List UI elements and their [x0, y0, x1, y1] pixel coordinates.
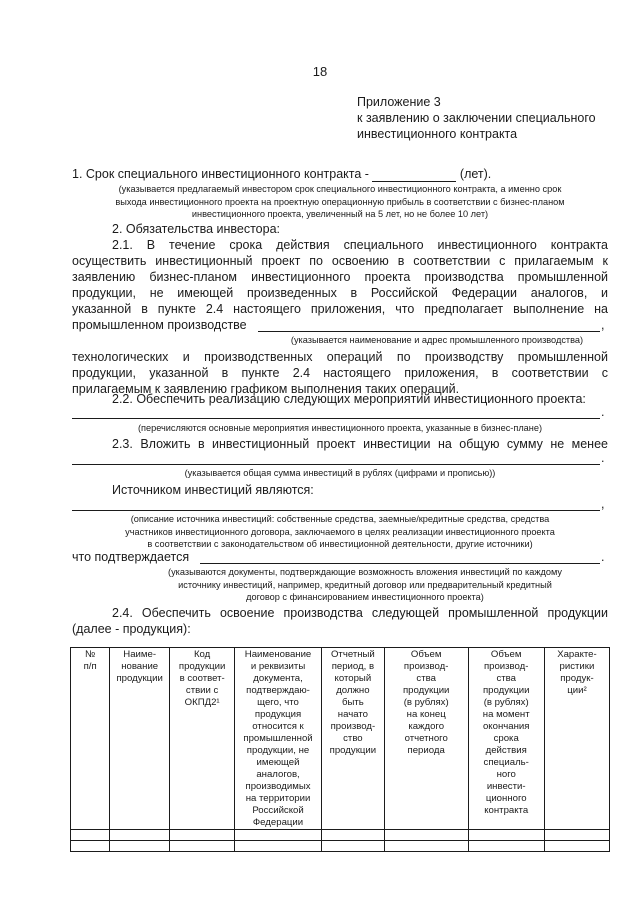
sources-blank-line	[72, 510, 600, 511]
confirm-dot: .	[601, 550, 605, 564]
item2-1-paragraph	[72, 237, 608, 317]
header-volume-period-end: Объем производ- ства продукции (в рублях) на конец каждого отчетного периода	[384, 648, 468, 830]
item2-1-continuation	[72, 349, 608, 397]
p21-production-label: промышленном производстве	[72, 318, 247, 332]
header-volume-contract-end: Объем производ- ства продукции (в рублях) на момент окончания срока действия специаль- ного инвести- ционного контракта	[468, 648, 544, 830]
sources-note-line3: в соответствии с законодательством об инвестиционной деятельности, другие источники)	[147, 539, 533, 549]
confirm-blank-line	[200, 563, 600, 564]
sources-note-line1: (описание источника инвестиций: собственные средства, заемные/кредитные средства, средства	[130, 514, 550, 524]
header-number: № п/п	[71, 648, 110, 830]
appendix-subtitle-line1: к заявлению о заключении специального	[357, 111, 596, 125]
p21-line5: указанной в пункте 2.4 настоящего приложения, что предполагает выполнение на	[72, 302, 608, 316]
table-cell	[170, 841, 235, 852]
item1-unit: (лет).	[459, 167, 492, 181]
appendix-subtitle-line2: инвестиционного контракта	[357, 127, 518, 141]
production-note: (указывается наименование и адрес промышленного производства)	[290, 335, 584, 345]
table-cell	[321, 830, 384, 841]
production-blank-line	[258, 331, 600, 332]
item1-blank	[372, 167, 456, 182]
item2-3-blank-line	[72, 464, 600, 465]
sources-label: Источником инвестиций являются:	[112, 483, 314, 497]
appendix-heading	[357, 94, 596, 142]
item2-3-line: 2.3. Вложить в инвестиционный проект инвестиции на общую сумму не менее	[112, 437, 608, 451]
table-cell	[235, 841, 322, 852]
p21-line1: 2.1. В течение срока действия специального инвестиционного контракта	[112, 238, 608, 252]
table-cell	[384, 841, 468, 852]
item2-4-line2: (далее - продукция):	[72, 622, 191, 636]
item2-3-note: (указывается общая сумма инвестиций в рублях (цифрами и прописью))	[184, 468, 496, 478]
table-cell	[468, 830, 544, 841]
appendix-title: Приложение 3	[357, 95, 441, 109]
table-cell	[544, 830, 609, 841]
table-cell	[110, 841, 170, 852]
item1-note	[72, 183, 608, 221]
confirm-note-line1: (указываются документы, подтверждающие возможность вложения инвестиций по каждому	[168, 567, 562, 577]
item2-title: 2. Обязательства инвестора:	[112, 222, 281, 236]
item2-4-line1: 2.4. Обеспечить освоение производства следующей промышленной продукции	[112, 606, 608, 620]
confirm-label: что подтверждается	[72, 550, 190, 564]
product-table	[70, 647, 610, 852]
page-number: 18	[312, 64, 328, 79]
p21b-line1: технологических и производственных операций по производству промышленной	[72, 350, 608, 364]
sources-note-line2: участников инвестиционного договора, заключаемого в целях реализации инвестиционного проекта	[125, 526, 555, 537]
table-cell	[235, 830, 322, 841]
item2-2-blank-line	[72, 418, 600, 419]
item1-text: 1. Срок специального инвестиционного контракта -	[72, 167, 369, 181]
header-document: Наименование и реквизиты документа, подтверждаю- щего, что продукция относится к промышленной продукции, не имеющей аналогов, производимых на территории Российской Федерации	[235, 648, 322, 830]
table-cell	[468, 841, 544, 852]
confirm-note-line3: договор с финансированием инвестиционного проекта)	[246, 592, 484, 602]
item2-2-dot: .	[601, 405, 605, 419]
item2-4-paragraph	[72, 605, 608, 637]
header-characteristics: Характе- ристики продук- ции²	[544, 648, 609, 830]
item1-note-line3: инвестиционного проекта, увеличенный на 5 лет, но не более 10 лет)	[191, 209, 489, 219]
table-row	[71, 841, 610, 852]
header-reporting-period: Отчетный период, в который должно быть начато производ- ство продукции	[321, 648, 384, 830]
item1-note-line1: (указывается предлагаемый инвестором срок специального инвестиционного контракта, а именно срок	[118, 184, 562, 194]
table-cell	[384, 830, 468, 841]
table-row	[71, 830, 610, 841]
confirm-note-line2: источнику инвестиций, например, кредитный договор или предварительный кредитный	[178, 579, 552, 590]
item2-2-text: 2.2. Обеспечить реализацию следующих мероприятий инвестиционного проекта:	[112, 392, 586, 406]
item2-3-text	[112, 436, 608, 452]
sources-comma: ,	[601, 497, 605, 511]
item1-term	[72, 167, 491, 182]
table-cell	[71, 830, 110, 841]
p21b-line2: продукции, указанной в пункте 2.4 настоящего приложения, в соответствии с	[72, 366, 608, 380]
p21-line4: продукции, не имеющей произведенных в Российской Федерации аналогов, и	[72, 286, 608, 300]
p21-comma: ,	[601, 318, 605, 332]
table-cell	[544, 841, 609, 852]
p21b-line3: прилагаемым к заявлению графиком выполнения таких операций.	[72, 382, 460, 396]
table-cell	[71, 841, 110, 852]
table-header-row	[71, 648, 610, 830]
table-cell	[321, 841, 384, 852]
item2-2-note: (перечисляются основные мероприятия инвестиционного проекта, указанные в бизнес-плане)	[137, 423, 543, 433]
item1-note-line2: выхода инвестиционного проекта на проектную операционную прибыль в соответствии с бизнес-планом	[115, 196, 565, 207]
header-okpd2-code: Код продукции в соответ- ствии с ОКПД2¹	[170, 648, 235, 830]
item2-3-dot: .	[601, 451, 605, 465]
table-cell	[110, 830, 170, 841]
p21-line3: заявлению бизнес-планом инвестиционного проекта производства промышленной	[72, 270, 608, 284]
p21-line2: осуществить инвестиционный проект по освоению в соответствии с прилагаемым к	[72, 254, 608, 268]
sources-note	[72, 513, 608, 551]
header-product-name: Наиме- нование продукции	[110, 648, 170, 830]
confirm-note	[120, 566, 610, 604]
table-cell	[170, 830, 235, 841]
